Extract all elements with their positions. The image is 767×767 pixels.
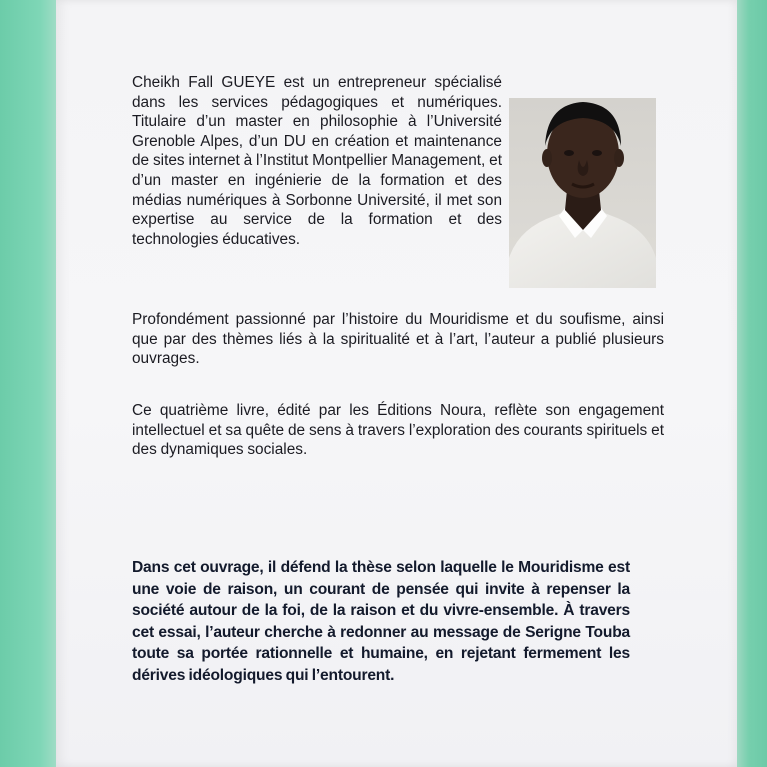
author-photo <box>509 98 656 288</box>
cover-edge-right <box>737 0 767 767</box>
author-passion-paragraph: Profondément passionné par l’histoire du Mouridisme et du soufisme, ainsi que par des thèmes liés à la spiritualité et à l’art, l’auteur a publié plusieurs ouvrages. <box>132 311 664 368</box>
book-description-paragraph: Ce quatrième livre, édité par les Éditions Noura, reflète son engagement intellectuel et sa quête de sens à travers l’exploration des courants spirituels et des dynamiques sociales. <box>132 402 664 459</box>
book-summary-paragraph: Dans cet ouvrage, il défend la thèse selon laquelle le Mouridisme est une voie de raison, un courant de pensée qui invite à repenser la société autour de la foi, de la raison et du vivre-ensemble. À travers cet essai, l’auteur cherche à redonner au message de Serigne Touba toute sa portée rationnelle et humaine, en rejetant fermement les dérives idéologiques qui l’entourent. <box>132 559 630 684</box>
cover-edge-left <box>0 0 56 767</box>
author-portrait-image <box>509 98 656 288</box>
author-bio-paragraph: Cheikh Fall GUEYE est un entrepreneur spécialisé dans les services pédagogiques et numériques. Titulaire d’un master en philosophie à l’Université Grenoble Alpes, d’un DU en création et maintenance de sites internet à l’Institut Montpellier Management, et d’un master en ingénierie de la formation et des médias numériques à Sorbonne Université, il met son expertise au service de la formation et des technologies éducatives. <box>132 74 502 248</box>
